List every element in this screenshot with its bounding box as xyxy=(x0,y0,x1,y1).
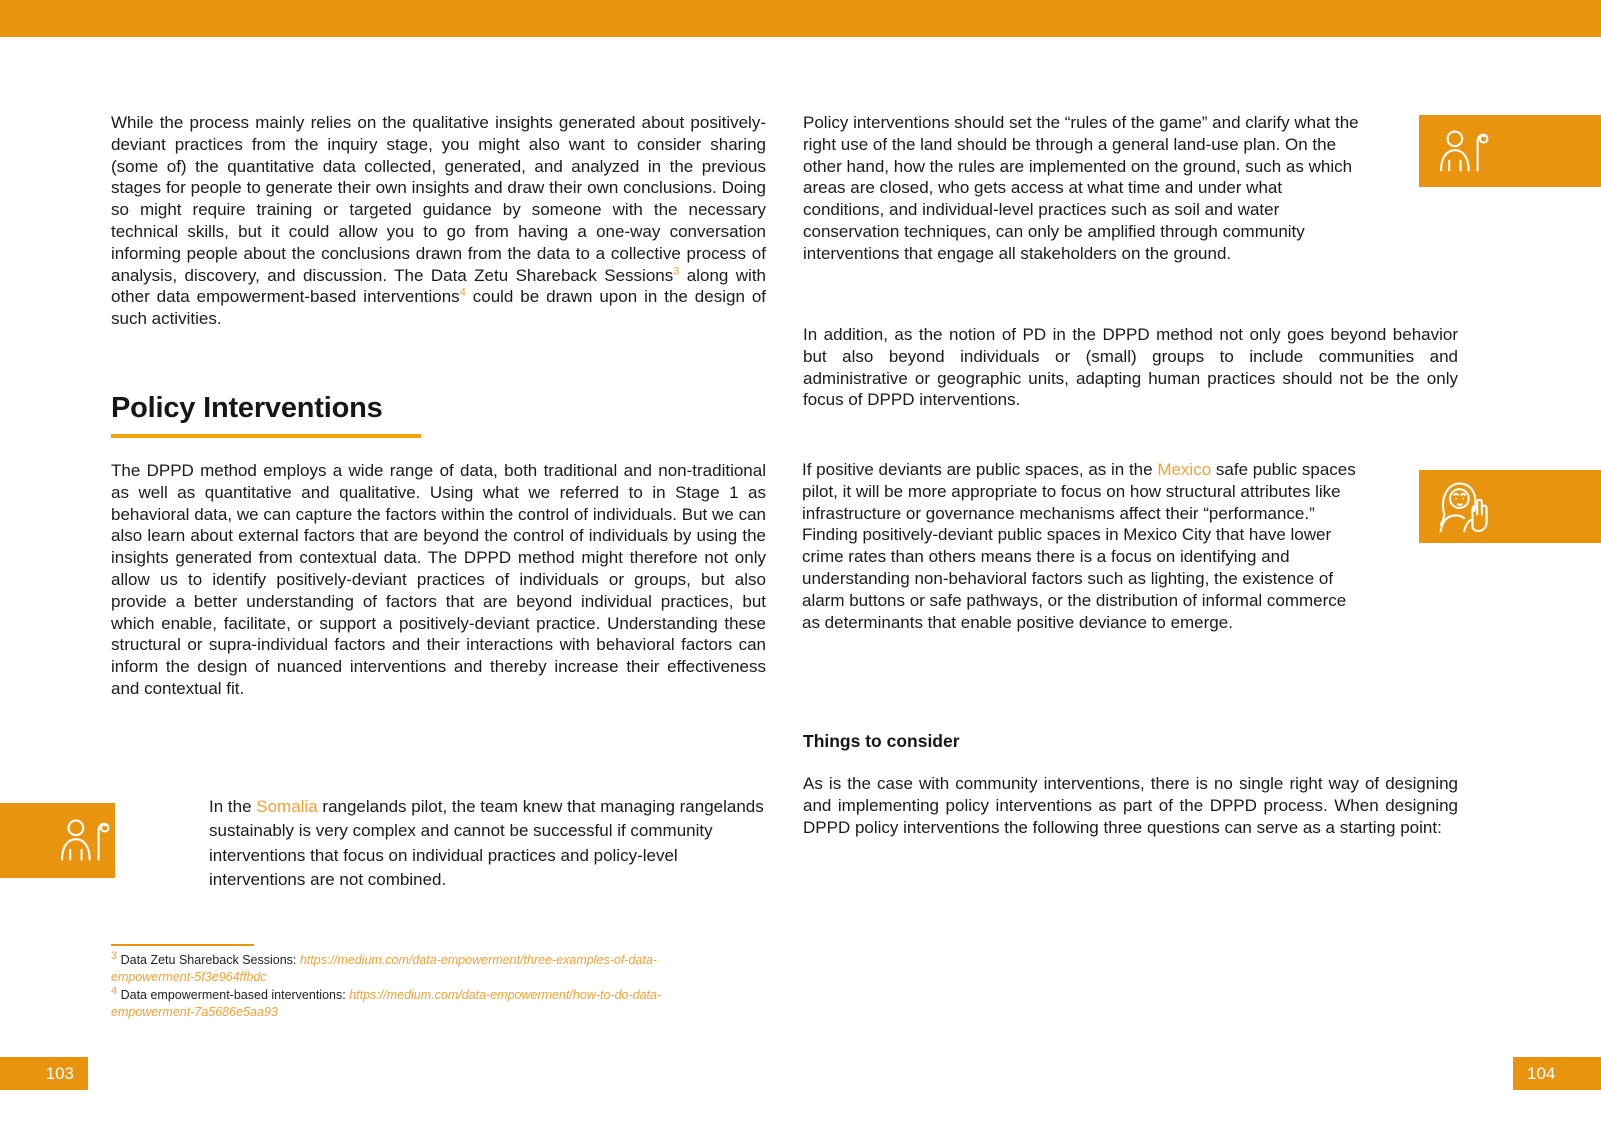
somalia-link[interactable]: Somalia xyxy=(256,797,318,816)
footnote-divider xyxy=(111,944,254,946)
callout-paragraph: In the Somalia rangelands pilot, the team knew that managing rangelands sustainably is very complex and cannot be successful if community interventions that focus on individual practices and policy-level interventions are not combined. xyxy=(209,797,764,889)
footnote-4: $^4$ Data empowerment-based interventions: https://medium.com/data-empowerment/how-to-do-data-empowerment-7a5686e5aa93 xyxy=(111,984,662,1019)
woman-stop-gesture-icon xyxy=(1435,477,1495,537)
herder-icon xyxy=(1437,125,1489,177)
page-number-right: 104 xyxy=(1513,1057,1601,1090)
footnote-ref-3[interactable]: 3 xyxy=(673,264,680,277)
top-accent-bar xyxy=(0,0,1601,37)
footnotes xyxy=(111,949,711,1022)
footnote-4-url[interactable]: https://medium.com/data-empowerment/how-to-do-data-empowerment-7a5686e5aa93 xyxy=(111,988,662,1019)
page-title: Policy Interventions xyxy=(111,392,383,424)
footnote-3-url[interactable]: https://medium.com/data-empowerment/three-examples-of-data-empowerment-5f3e964ffbdc xyxy=(111,953,657,984)
right-paragraph-1: Policy interventions should set the “rules of the game” and clarify what the right use of the land should be through a general land-use plan. On the other hand, how the rules are implemented on the ground, such as which areas are closed, who gets access at what time and under what conditions, and individual-level practices such as soil and water conservation techniques, can only be amplified through community interventions that engage all stakeholders on the ground. xyxy=(803,113,1359,263)
stop-gesture-icon-box xyxy=(1419,470,1601,543)
herder-icon-box xyxy=(1419,115,1601,187)
herder-icon xyxy=(58,814,110,866)
footnote-3: $^3$ Data Zetu Shareback Sessions: https://medium.com/data-empowerment/three-examples-of-data-empowerment-5f3e964ffbdc xyxy=(111,949,657,984)
mexico-link[interactable]: Mexico xyxy=(1157,460,1212,479)
things-to-consider-heading: Things to consider xyxy=(803,731,960,751)
right-paragraph-4: As is the case with community interventions, there is no single right way of designing and implementing policy interventions as part of the DPPD process. When designing DPPD policy interventions the following three questions can serve as a starting point: xyxy=(803,774,1458,837)
page-number-left: 103 xyxy=(0,1057,88,1090)
callout-icon-box xyxy=(0,803,115,878)
right-paragraph-2: In addition, as the notion of PD in the DPPD method not only goes beyond behavior but also beyond individuals or (small) groups to include communities and administrative or geographic units, adapting human practices should not be the only focus of DPPD interventions. xyxy=(803,325,1458,410)
footnote-ref-4[interactable]: 4 xyxy=(459,286,466,299)
right-paragraph-3: If positive deviants are public spaces, as in the Mexico safe public spaces pilot, it will be more appropriate to focus on how structural attributes like infrastructure or governance mechanisms affect their “performance.” Finding positively-deviant public spaces in Mexico City that have lower crime rates than others means there is a focus on identifying and understanding non-behavioral factors such as lighting, the existence of alarm buttons or safe pathways, or the distribution of informal commerce as determinants that enable positive deviance to emerge. xyxy=(802,460,1356,632)
heading-underline xyxy=(111,434,421,438)
left-paragraph-1: While the process mainly relies on the qualitative insights generated about positively-deviant practices from the inquiry stage, you might also want to consider sharing (some of) the quantitative data collected, generated, and analyzed in the previous stages for people to generate their own insights and draw their own conclusions. Doing so might require training or targeted guidance by someone with the necessary technical skills, but it could allow you to go from having a one-way conversation informing people about the conclusions drawn from the data to a collective process of analysis, discovery, and discussion. The Data Zetu Shareback Sessions$^3$ along with other data empowerment-based interventions$^4$ could be drawn upon in the design of such activities. xyxy=(111,113,767,329)
left-paragraph-2: The DPPD method employs a wide range of data, both traditional and non-traditional as well as quantitative and qualitative. Using what we referred to in Stage 1 as behavioral data, we can capture the factors within the control of individuals. But we can also learn about external factors that are beyond the control of individuals by using the insights generated from contextual data. The DPPD method might therefore not only allow us to identify positively-deviant practices of individuals or groups, but also provide a better understanding of factors that are beyond individual practices, but which enable, facilitate, or support a positively-deviant practice. Understanding these structural or supra-individual factors and their interactions with behavioral factors can inform the design of nuanced interventions and thereby increase their effectiveness and contextual fit. xyxy=(111,461,766,698)
left-paragraph-1-text: While the process mainly relies on the qualitative insights generated about positively-deviant practices from the inquiry stage, you might also want to consider sharing (some of) the quantitative data collected, generated, and analyzed in the previous stages for people to generate their own insights and draw their own conclusions. Doing so might require training or targeted guidance by someone with the necessary technical skills, but it could allow you to go from having a one-way conversation informing people about the conclusions drawn from the data to a collective process of analysis, discovery, and discussion. The Data Zetu Shareback Sessions xyxy=(111,113,766,285)
